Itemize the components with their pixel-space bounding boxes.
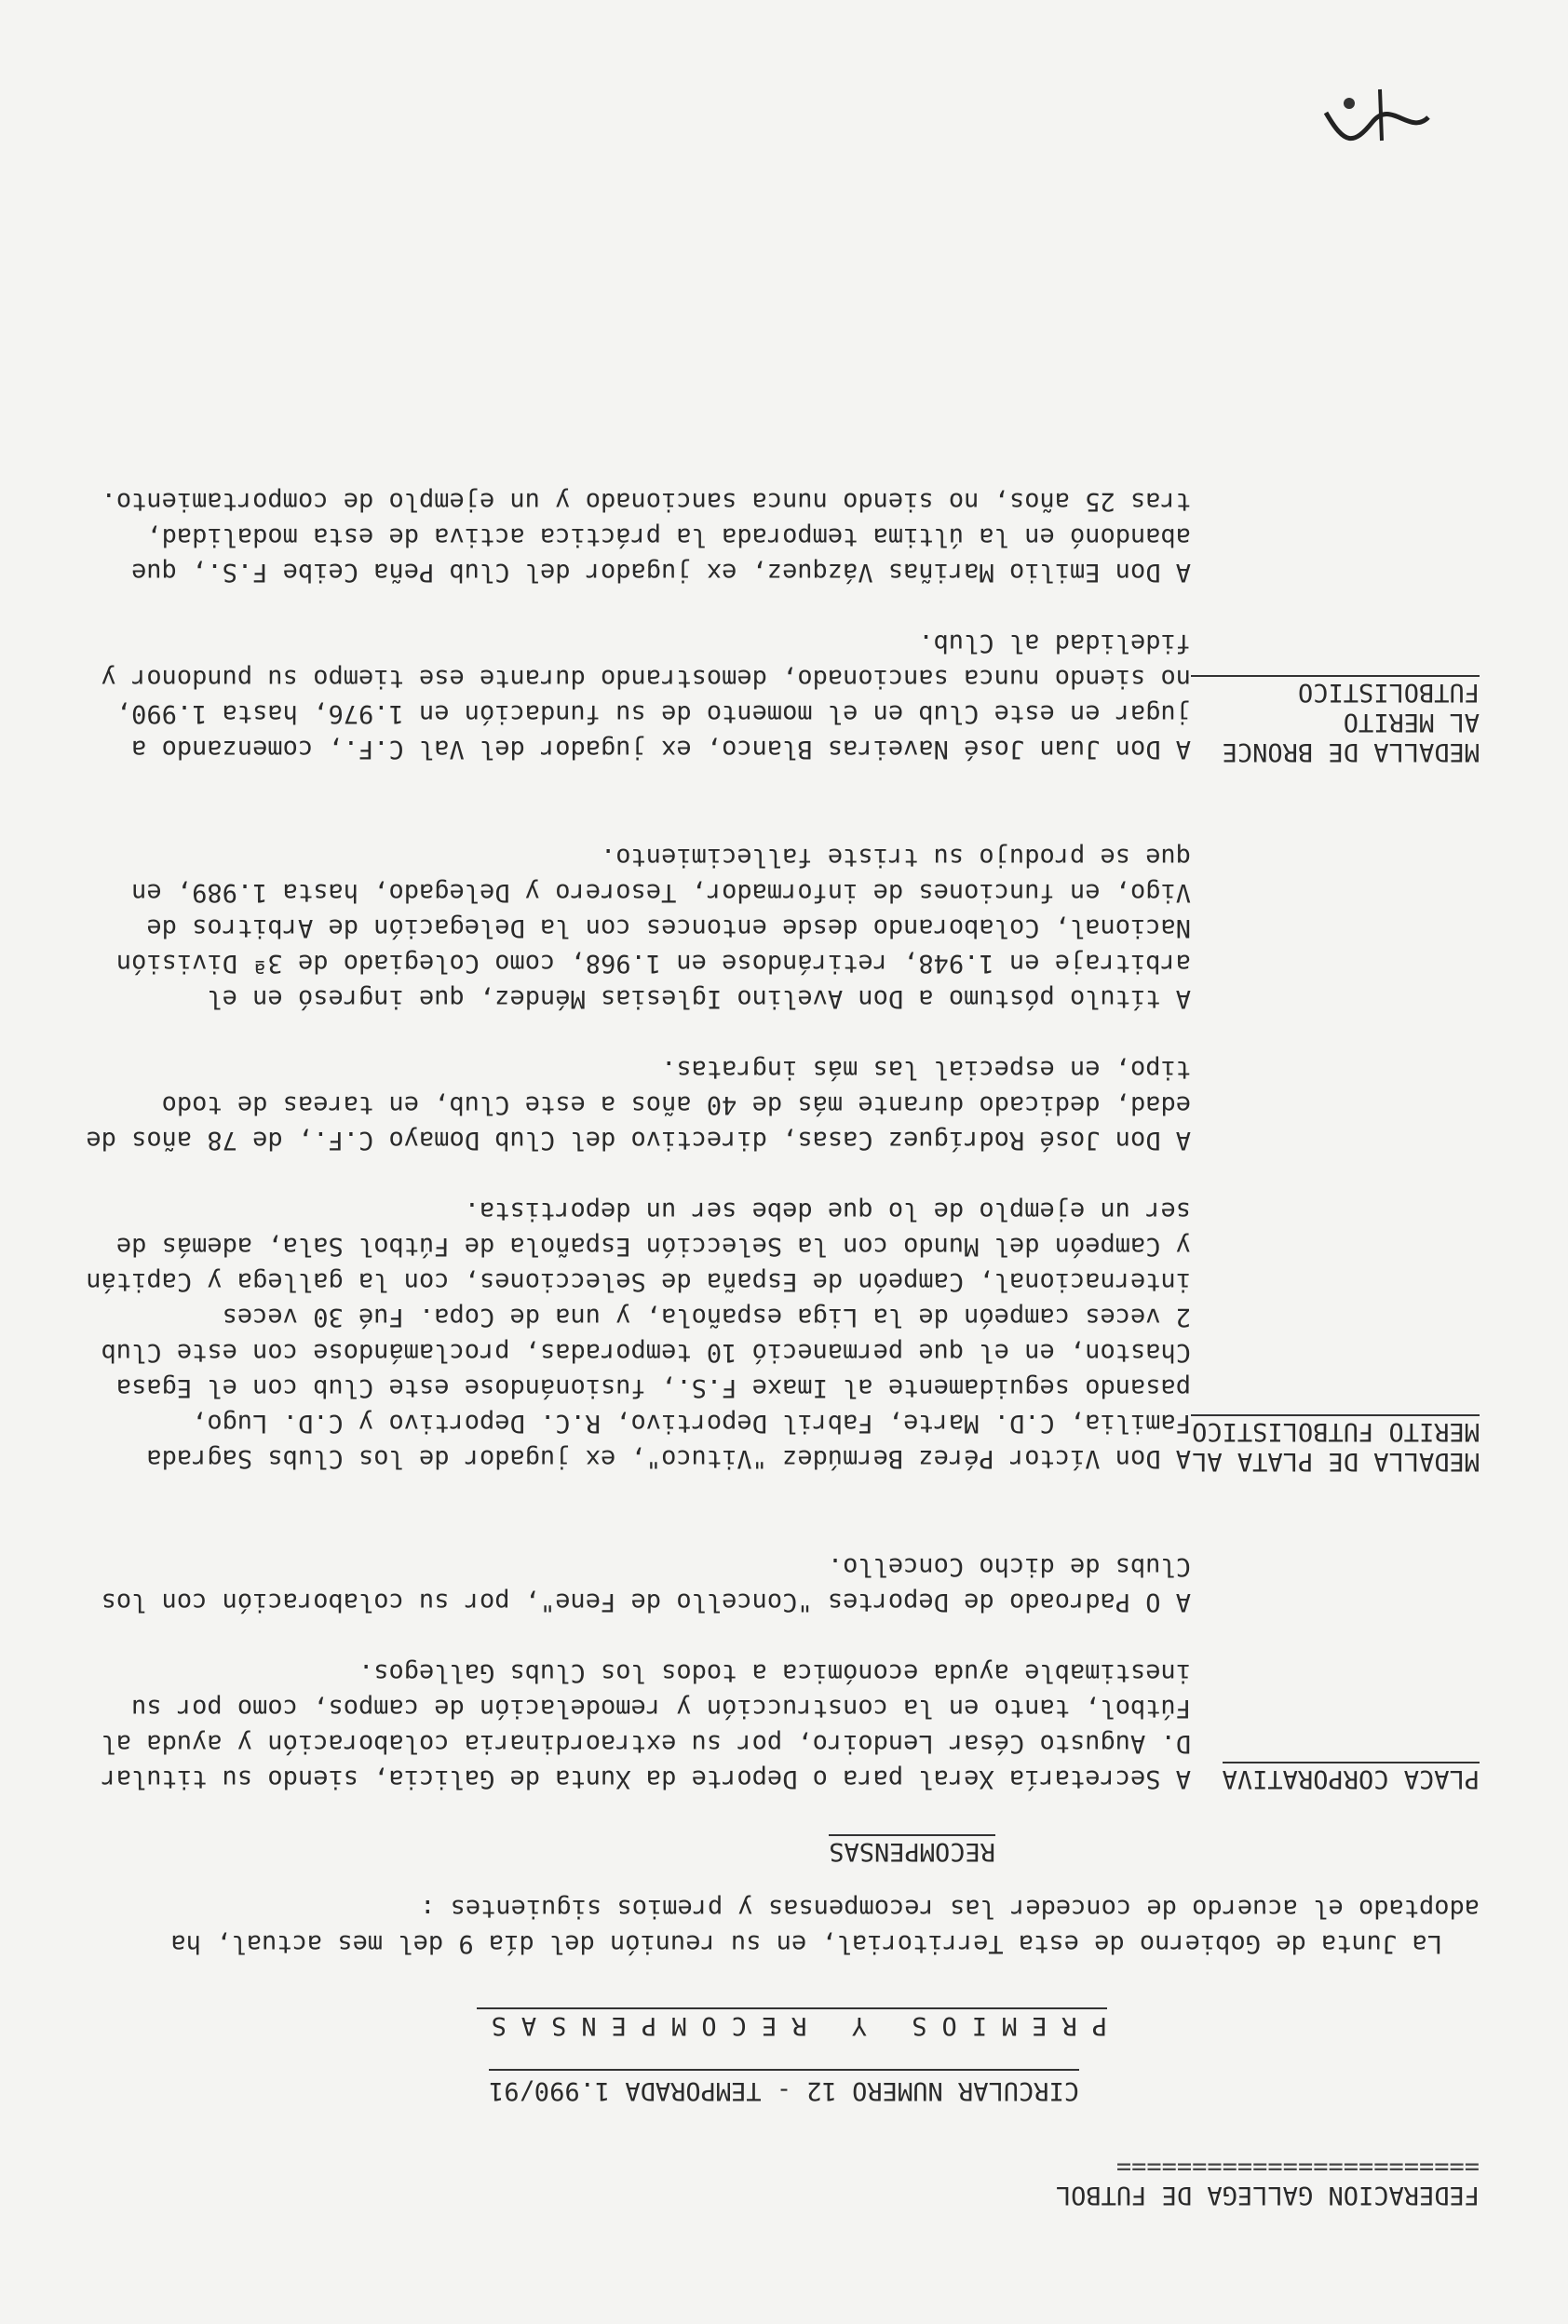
section-plata	[83, 804, 1480, 1476]
category-label: MEDALLA DE BRONCE AL MERITO FUTBOLISTICO	[1191, 675, 1480, 766]
section-category	[1191, 448, 1480, 766]
award-paragraph: A título póstumo a Don Avelino Iglesias Méndez, que ingresó en el arbitraje en 1.948, retirándose en 1.968, como Colegiado de 3ª División Nacional, Colaborando desde entonces con la Delegación de Arbitros de Vigo, en funciones de informador, Tesorero y Delegado, hasta 1.989, en que se produjo su triste fallecimiento.	[115, 843, 1191, 1013]
recompensas-heading: RECOMPENSAS	[829, 1834, 995, 1866]
intro-paragraph	[83, 1890, 1480, 1961]
section-category	[1191, 1513, 1480, 1796]
award-paragraph: A Secretaría Xeral para o Deporte da Xunta de Galicia, siendo su titular D. Augusto César Lendoiro, por su extraordinaria colaboración y ayuda al Fútbol, tanto en la construcción y remodelación de campos, como por su inestimable ayuda económica a todos los Clubs Gallegos.	[101, 1658, 1191, 1793]
section-body	[83, 804, 1191, 1476]
section-placa	[83, 1513, 1480, 1796]
letterhead	[83, 2153, 1480, 2212]
organization-name: FEDERACION GALLEGA DE FUTBOL	[1055, 2181, 1480, 2209]
section-category	[1191, 804, 1480, 1476]
document-content	[83, 448, 1480, 2212]
award-paragraph: A Don Emilio Mariñas Vázquez, ex jugador del Club Peña Ceibe F.S., que abandonó en la última temporada la práctica activa de esta modalidad, tras 25 años, no siendo nunca sancionado y un ejemplo de comportamiento.	[101, 487, 1191, 587]
category-label: MEDALLA DE PLATA AL MERITO FUTBOLISTICO	[1191, 1414, 1480, 1476]
section-bronce	[83, 448, 1480, 766]
intro-text: La Junta de Gobierno de esta Territorial, en su reunión del día 9 del mes actual, ha adoptado el acuerdo de conceder las recompensas y premios siguientes :	[170, 1894, 1480, 1958]
award-paragraph: A Don Juan José Naveiras Blanco, ex jugador del Val C.F., comenzando a jugar en este Club en el momento de su fundación en 1.976, hasta 1.990, no siendo nunca sancionado, demostrando durante ese tiempo su pundonor y fidelidad al Club.	[101, 628, 1191, 763]
section-body	[83, 1513, 1191, 1796]
award-paragraph: A Don José Rodríguez Casas, directivo del Club Domayo C.F., de 78 años de edad, dedicado durante más de 40 años a este Club, en tareas de todo tipo, en especial las más ingratas.	[86, 1055, 1191, 1155]
circular-title: CIRCULAR NUMERO 12 - TEMPORADA 1.990/91	[489, 2069, 1079, 2108]
award-paragraph: A Don Víctor Pérez Bermúdez "Vituco", ex jugador de los Clubs Sagrada Familia, C.D. Marte, Fabril Deportivo, R.C. Deportivo y C.D. Lugo, pasando seguidamente al Imaxe F.S., fusionándose este Club con el Egasa Chaston, en el que permaneció 10 temporadas, proclamándose con este Club 2 veces campeón de la Liga española, y una de Copa. Fué 30 veces internacional, Campeón de España de Selecciones, con la gallega y Capitán y Campeón del Mundo con la Selección Española de Fútbol Sala, además de ser un ejemplo de lo que debe ser un deportista.	[86, 1196, 1191, 1473]
underline-rule: ========================	[1115, 2153, 1480, 2182]
subject-title: PREMIOS Y RECOMPENSAS	[477, 2007, 1107, 2041]
category-label: PLACA CORPORATIVA	[1223, 1762, 1480, 1793]
section-body	[83, 448, 1191, 766]
handwritten-mark	[1317, 80, 1438, 155]
award-paragraph: A O Padroado de Deportes "Concello de Fene", por su colaboración con los Clubs de dicho Concello.	[101, 1552, 1191, 1616]
